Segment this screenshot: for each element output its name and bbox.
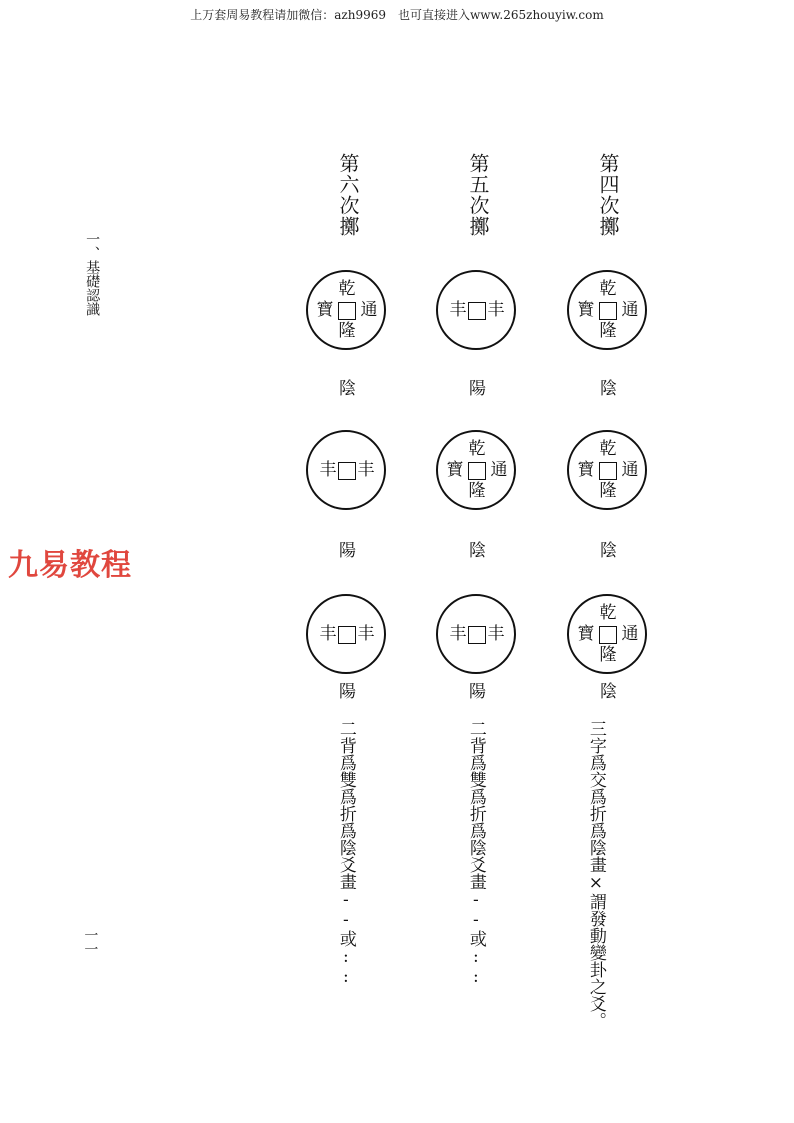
yao-label: 陽 xyxy=(339,682,356,702)
coin-char-right: 丰 xyxy=(487,300,505,320)
coin-square-hole xyxy=(599,626,617,644)
coin-square-hole xyxy=(599,462,617,480)
coin-back xyxy=(306,594,386,674)
yao-label: 陽 xyxy=(469,682,486,702)
coin-front xyxy=(436,430,516,510)
coin-char-top: 乾 xyxy=(599,279,617,299)
yao-label: 陰 xyxy=(600,541,617,561)
coin-char-bottom: 隆 xyxy=(468,481,486,501)
coin-char-left: 寶 xyxy=(446,460,464,480)
coin-char-top: 乾 xyxy=(599,603,617,623)
coin-back xyxy=(436,270,516,350)
coin-front xyxy=(567,594,647,674)
coin-char-left: 丰 xyxy=(449,624,467,644)
coin-char-top: 乾 xyxy=(338,279,356,299)
coin-char-bottom: 隆 xyxy=(599,481,617,501)
coin-square-hole xyxy=(468,462,486,480)
coin-front xyxy=(306,270,386,350)
column-note: 二背爲雙爲折爲陰爻畫--或:: xyxy=(465,720,486,987)
page-number: 一一 xyxy=(82,928,99,956)
yao-label: 陰 xyxy=(339,379,356,399)
coin-char-bottom: 隆 xyxy=(338,321,356,341)
coin-square-hole xyxy=(468,302,486,320)
coin-square-hole xyxy=(338,626,356,644)
coin-square-hole xyxy=(599,302,617,320)
yao-label: 陰 xyxy=(600,379,617,399)
coin-char-right: 通 xyxy=(621,300,639,320)
coin-char-left: 寶 xyxy=(577,460,595,480)
coin-char-left-mirrored: 寶 xyxy=(577,300,595,320)
coin-char-left: 寶 xyxy=(316,300,334,320)
coin-char-right: 通 xyxy=(621,460,639,480)
yao-label: 陽 xyxy=(469,379,486,399)
yao-label: 陰 xyxy=(469,541,486,561)
coin-char-left: 丰 xyxy=(319,624,337,644)
coin-char-left: 丰 xyxy=(449,300,467,320)
coin-back xyxy=(306,430,386,510)
watermark-logo: 九易教程 xyxy=(8,548,132,583)
coin-char-right: 丰 xyxy=(357,460,375,480)
coin-front xyxy=(567,270,647,350)
coin-square-hole xyxy=(338,302,356,320)
coin-front xyxy=(567,430,647,510)
column-note: 二背爲雙爲折爲陰爻畫--或:: xyxy=(335,720,356,987)
coin-char-top: 乾 xyxy=(468,439,486,459)
coin-char-left: 丰 xyxy=(319,460,337,480)
coin-square-hole xyxy=(468,626,486,644)
coin-square-hole xyxy=(338,462,356,480)
column-title: 第六次擲 xyxy=(336,153,360,237)
coin-char-bottom: 隆 xyxy=(599,645,617,665)
coin-char-right: 丰 xyxy=(487,624,505,644)
coin-char-bottom: 隆 xyxy=(599,321,617,341)
coin-char-right: 丰 xyxy=(357,624,375,644)
coin-char-left: 寶 xyxy=(577,624,595,644)
column-title: 第四次擲 xyxy=(596,153,620,237)
coin-char-right: 通 xyxy=(621,624,639,644)
coin-char-right: 通 xyxy=(490,460,508,480)
chapter-side-title: 一、基礎認識 xyxy=(84,232,101,316)
yao-label: 陰 xyxy=(600,682,617,702)
column-note: 三字爲交爲折爲陰畫×謂發動變卦之爻。 xyxy=(585,720,606,1029)
yao-label: 陽 xyxy=(339,541,356,561)
coin-back xyxy=(436,594,516,674)
column-title: 第五次擲 xyxy=(466,153,490,237)
header-banner: 上万套周易教程请加微信：azh9969 也可直接进入www.265zhouyiw.com xyxy=(190,8,604,22)
coin-char-top: 乾 xyxy=(599,439,617,459)
coin-char-right: 通 xyxy=(360,300,378,320)
